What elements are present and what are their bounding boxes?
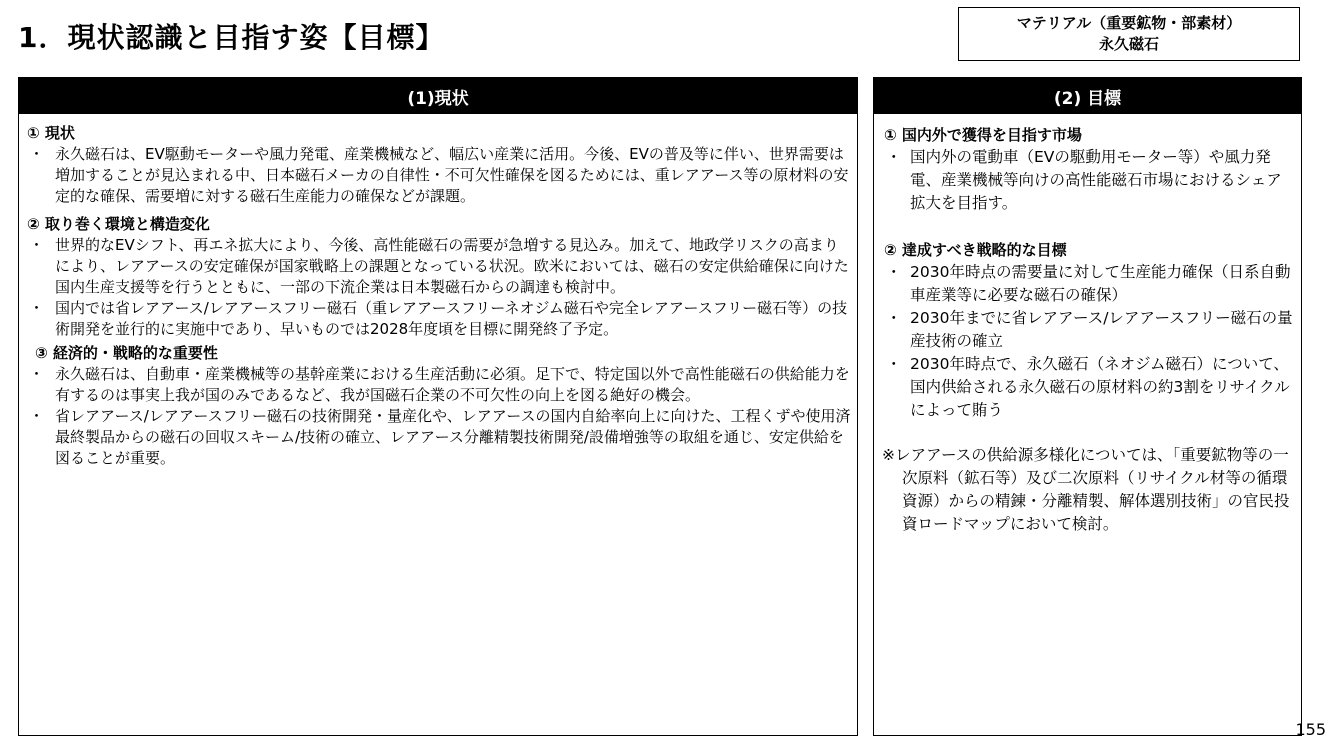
section-heading: ① 現状 [27, 124, 75, 142]
page-title: 1．現状認識と目指す姿【目標】 [18, 21, 445, 54]
target-body [874, 114, 1301, 536]
spacer [884, 422, 1297, 444]
bullet-item: ・ 世界的なEVシフト、再エネ拡大により、今後、高性能磁石の需要が急増する見込み。加えて、地政学リスクの高まりにより、レアアースの安定確保が国家戦略上の課題となっている状況。欧米においては、磁石の安定供給確保に向けた国内生産支援等を行うとともに、一部の下流企業は日本製磁石からの調達も検討中。 [27, 235, 851, 298]
bullet-item: ・ 永久磁石は、自動車・産業機械等の基幹産業における生産活動に必須。足下で、特定国以外で高性能磁石の供給能力を有するのは事実上我が国のみであるなど、我が国磁石企業の不可欠性の向上を図る絶好の機会。 [27, 364, 851, 406]
section-heading: ② 達成すべき戦略的な目標 [884, 241, 1067, 259]
section-heading: ③ 経済的・戦略的な重要性 [35, 344, 218, 362]
bullet-item: ・ 2030年までに省レアアース/レアアースフリー磁石の量産技術の確立 [884, 307, 1297, 353]
target-header: (2) 目標 [874, 78, 1301, 114]
current-status-body [19, 114, 857, 469]
bullet-item: ・ 国内外の電動車（EVの駆動用モーター等）や風力発電、産業機械等向けの高性能磁石市場におけるシェア拡大を目指す。 [884, 146, 1297, 215]
bullet-item: ・ 2030年時点で、永久磁石（ネオジム磁石）について、国内供給される永久磁石の原材料の約3割をリサイクルによって賄う [884, 353, 1297, 422]
current-status-panel [18, 77, 858, 736]
target-panel [873, 77, 1302, 736]
bullet-item: ・ 国内では省レアアース/レアアースフリー磁石（重レアアースフリーネオジム磁石や完全レアアースフリー磁石等）の技術開発を並行的に実施中であり、早いものでは2028年度頃を目標に開発終了予定。 [27, 298, 851, 340]
page-number: 155 [1295, 720, 1326, 739]
bullet-item: ・ 2030年時点の需要量に対して生産能力確保（日系自動車産業等に必要な磁石の確保） [884, 261, 1297, 307]
category-tag [958, 7, 1300, 61]
category-tag-line-2: 永久磁石 [1098, 35, 1159, 53]
footnote: ※レアアースの供給源多様化については、「重要鉱物等の一次原料（鉱石等）及び二次原料（リサイクル材等の循環資源）からの精錬・分離精製、解体選別技術」の官民投資ロードマップにおいて検討。 [882, 446, 1290, 533]
category-tag-line-1: マテリアル（重要鉱物・部素材） [1016, 14, 1242, 32]
spacer [884, 215, 1297, 237]
section-heading: ① 国内外で獲得を目指す市場 [884, 126, 1082, 144]
bullet-item: ・ 永久磁石は、EV駆動モーターや風力発電、産業機械など、幅広い産業に活用。今後、EVの普及等に伴い、世界需要は増加することが見込まれる中、日本磁石メーカの自律性・不可欠性確保を図るためには、重レアアース等の原材料の安定的な確保、需要増に対する磁石生産能力の確保などが課題。 [27, 144, 851, 207]
bullet-item: ・ 省レアアース/レアアースフリー磁石の技術開発・量産化や、レアアースの国内自給率向上に向けた、工程くずや使用済最終製品からの磁石の回収スキーム/技術の確立、レアアース分離精製技術開発/設備増強等の取組を通じ、安定供給を図ることが重要。 [27, 406, 851, 469]
current-status-header: (1)現状 [19, 78, 857, 114]
section-heading: ② 取り巻く環境と構造変化 [27, 215, 210, 233]
